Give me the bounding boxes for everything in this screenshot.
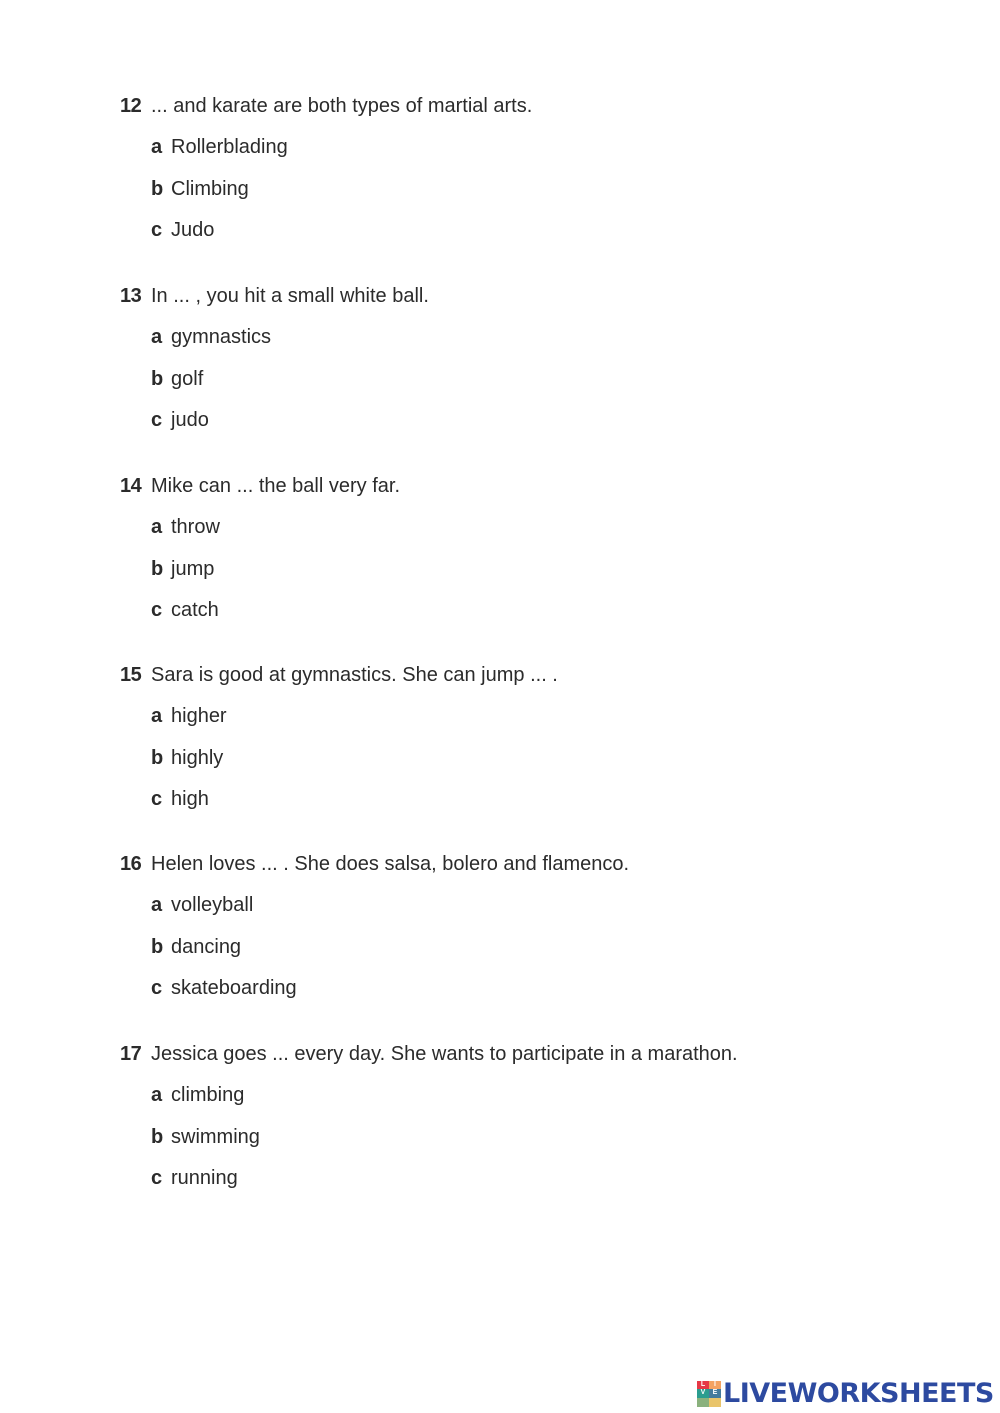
option-a[interactable] — [120, 1084, 940, 1126]
option-c[interactable] — [120, 219, 940, 261]
option-letter: a — [151, 136, 163, 158]
question-stem — [120, 664, 940, 705]
question-number: 15 — [120, 664, 142, 686]
question-12 — [120, 95, 940, 261]
option-b[interactable] — [120, 368, 940, 410]
option-text: Judo — [171, 219, 215, 241]
option-c[interactable] — [120, 599, 940, 641]
option-letter: a — [151, 705, 163, 727]
option-text: judo — [171, 409, 209, 431]
question-stem — [120, 95, 940, 136]
option-b[interactable] — [120, 558, 940, 600]
question-17 — [120, 1043, 940, 1209]
option-a[interactable] — [120, 705, 940, 747]
option-text: catch — [171, 599, 219, 621]
question-text: Jessica goes ... every day. She wants to participate in a marathon. — [151, 1043, 738, 1065]
question-number: 12 — [120, 95, 142, 117]
question-number: 13 — [120, 285, 142, 307]
question-text: ... and karate are both types of martial arts. — [151, 95, 533, 117]
option-b[interactable] — [120, 1126, 940, 1168]
option-letter: a — [151, 894, 163, 916]
question-text: In ... , you hit a small white ball. — [151, 285, 429, 307]
option-c[interactable] — [120, 977, 940, 1019]
option-b[interactable] — [120, 936, 940, 978]
option-letter: c — [151, 788, 163, 810]
option-text: swimming — [171, 1125, 260, 1148]
question-number: 16 — [120, 853, 142, 875]
option-letter: b — [151, 557, 164, 580]
question-13 — [120, 285, 940, 451]
option-letter: b — [151, 367, 164, 390]
question-text: Sara is good at gymnastics. She can jump ... . — [151, 664, 558, 686]
logo-tile: L — [697, 1381, 709, 1389]
option-text: gymnastics — [171, 326, 272, 348]
question-14 — [120, 475, 940, 641]
option-text: higher — [171, 705, 227, 727]
option-letter: b — [151, 177, 164, 200]
option-text: throw — [171, 516, 220, 538]
option-text: jump — [171, 557, 215, 580]
question-stem — [120, 475, 940, 516]
option-text: golf — [171, 367, 204, 390]
liveworksheets-brand[interactable] — [697, 1378, 994, 1410]
question-number: 17 — [120, 1043, 142, 1065]
option-text: highly — [171, 746, 224, 769]
option-b[interactable] — [120, 178, 940, 220]
option-letter: a — [151, 516, 163, 538]
brand-name: LIVEWORKSHEETS — [723, 1378, 994, 1409]
option-letter: b — [151, 935, 164, 958]
logo-tile: E — [709, 1389, 721, 1398]
question-15 — [120, 664, 940, 830]
liveworksheets-logo-icon — [697, 1381, 721, 1407]
option-text: Climbing — [171, 177, 249, 200]
option-letter: c — [151, 599, 163, 621]
option-letter: c — [151, 1167, 163, 1189]
option-text: volleyball — [171, 894, 254, 916]
option-text: skateboarding — [171, 977, 297, 999]
option-a[interactable] — [120, 326, 940, 368]
option-a[interactable] — [120, 136, 940, 178]
option-letter: c — [151, 219, 163, 241]
option-c[interactable] — [120, 1167, 940, 1209]
question-16 — [120, 853, 940, 1019]
question-number: 14 — [120, 475, 142, 497]
option-b[interactable] — [120, 747, 940, 789]
option-letter: c — [151, 977, 163, 999]
option-text: climbing — [171, 1084, 245, 1106]
question-text: Helen loves ... . She does salsa, bolero and flamenco. — [151, 853, 630, 875]
option-c[interactable] — [120, 788, 940, 830]
option-letter: b — [151, 1125, 164, 1148]
option-a[interactable] — [120, 894, 940, 936]
question-stem — [120, 285, 940, 326]
option-letter: b — [151, 746, 164, 769]
option-text: high — [171, 788, 209, 810]
logo-tile — [709, 1398, 721, 1407]
logo-tile — [697, 1398, 709, 1407]
option-letter: c — [151, 409, 163, 431]
option-a[interactable] — [120, 516, 940, 558]
question-text: Mike can ... the ball very far. — [151, 475, 400, 497]
logo-tile: I — [709, 1381, 721, 1389]
option-letter: a — [151, 326, 163, 348]
logo-tile: V — [697, 1389, 709, 1398]
option-c[interactable] — [120, 409, 940, 451]
question-stem — [120, 853, 940, 894]
option-text: running — [171, 1167, 238, 1189]
option-text: dancing — [171, 935, 242, 958]
option-letter: a — [151, 1084, 163, 1106]
question-stem — [120, 1043, 940, 1084]
option-text: Rollerblading — [171, 136, 288, 158]
